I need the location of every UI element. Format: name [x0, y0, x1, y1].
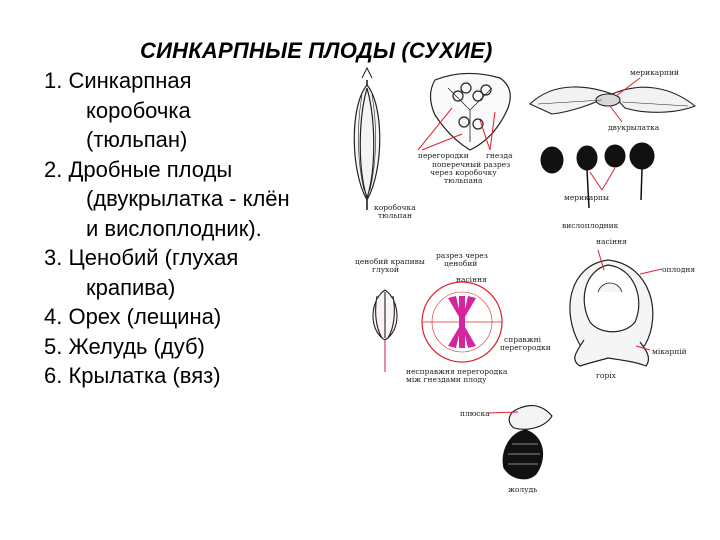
label-razrez: разрез через	[436, 251, 488, 260]
list-item-text: 6. Крылатка (вяз)	[44, 363, 221, 388]
list-item	[44, 155, 354, 244]
tulip-capsule-drawing	[354, 68, 380, 210]
list-item-text: 1. Синкарпная	[44, 68, 192, 93]
label-poperechny: поперечный разрез	[432, 160, 511, 169]
label-mizh: між гнездами плоду	[406, 375, 487, 384]
label-tyulpana: тюльпана	[444, 176, 483, 185]
label-visloplodnik: вислоплодник	[562, 221, 619, 230]
list-item	[44, 332, 354, 362]
list-item-cont: (двукрылатка - клён	[86, 186, 290, 211]
list-item	[44, 361, 354, 391]
label-plyuska: плюска	[460, 409, 490, 418]
list-item	[44, 302, 354, 332]
list-item-cont: (тюльпан)	[86, 127, 188, 152]
label-peregorodki2: перегородки	[500, 343, 551, 352]
hazel-nut-drawing	[570, 260, 653, 366]
list-item-cont: и вислоплодник).	[86, 215, 262, 241]
label-oplodnya: оплодня	[662, 265, 696, 274]
label-nasinnya: насіння	[456, 275, 487, 284]
botanical-figure	[340, 60, 720, 500]
label-dvukrylatka: двукрылатка	[608, 123, 660, 132]
label-cherez: через коробочку	[430, 168, 497, 177]
nettle-coenobium-drawing	[373, 290, 397, 372]
list-item-cont: коробочка	[86, 97, 191, 123]
slide-title: СИНКАРПНЫЕ ПЛОДЫ (СУХИЕ)	[140, 38, 493, 63]
label-merikarpy: мерикарпы	[564, 193, 609, 202]
label-spravzhni: справжні	[504, 335, 541, 344]
label-cenobiy: ценобий крапивы	[355, 257, 425, 266]
label-merikarpiy: мерикарпий	[630, 68, 680, 77]
fruit-list	[44, 66, 354, 391]
label-gluhoy: глухой	[372, 265, 399, 274]
list-item	[44, 243, 354, 302]
list-item-cont: крапива)	[86, 274, 176, 300]
label-gnezda: гнезда	[486, 151, 513, 160]
label-gorikh: горіх	[596, 371, 616, 380]
list-item-text: 2. Дробные плоды	[44, 156, 233, 182]
label-tyulpan: тюльпан	[378, 211, 412, 220]
acorn-drawing	[503, 406, 552, 479]
tulip-cross-section-drawing	[431, 73, 511, 150]
label-nasinnya2: насіння	[596, 237, 627, 246]
list-item-text: 4. Орех (лещина)	[44, 304, 222, 329]
list-item-text: 5. Желудь (дуб)	[44, 333, 205, 359]
label-zhelud: жолудь	[508, 485, 538, 494]
label-nespravzhnya: несправжня перегородка	[406, 367, 508, 376]
label-korobochka: коробочка	[374, 203, 416, 212]
list-item-text: 3. Ценобий (глухая	[44, 245, 239, 270]
label-peregorodki: перегородки	[418, 151, 469, 160]
label-mikarpiy: мікарпій	[652, 347, 687, 356]
list-item	[44, 66, 354, 155]
label-cenobiy2: ценобий	[444, 259, 478, 268]
